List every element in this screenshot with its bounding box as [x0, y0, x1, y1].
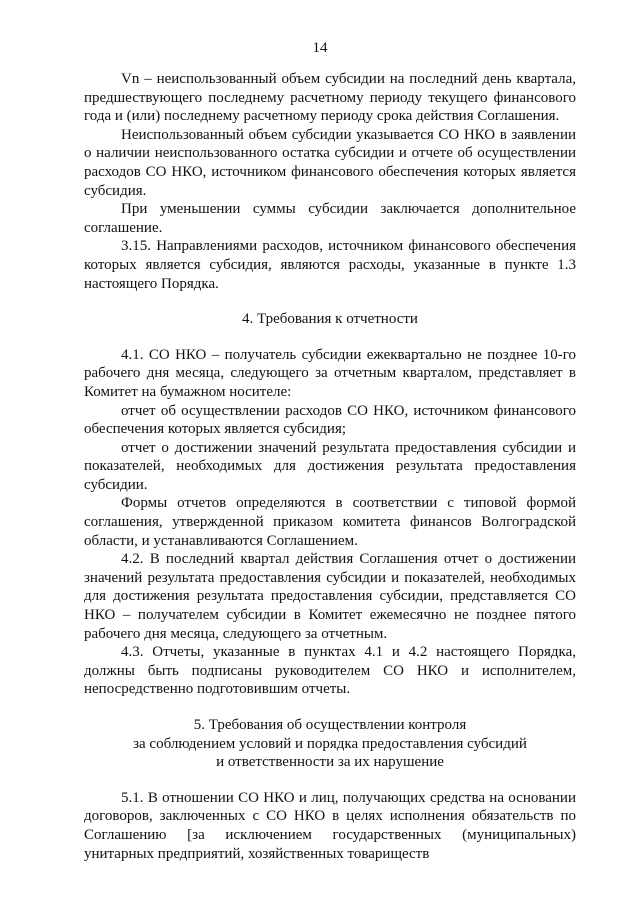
paragraph-report-expenses: отчет об осуществлении расходов СО НКО, источником финансового обеспечения которых является субсидия; [84, 402, 576, 438]
page-number: 14 [312, 40, 328, 56]
paragraph-report-forms: Формы отчетов определяются в соответствии с типовой формой соглашения, утвержденной приказом комитета финансов Волгоградской области, и устанавливаются Соглашением. [84, 495, 576, 549]
section-5-heading-line-1: 5. Требования об осуществлении контроля [193, 717, 467, 733]
section-4-heading: 4. Требования к отчетности [242, 311, 418, 328]
paragraph-4-1: 4.1. СО НКО – получатель субсидии ежеквартально не позднее 10-го рабочего дня месяца, следующего за отчетным кварталом, представляет в Комитет на бумажном носителе: [84, 346, 576, 400]
document-body [84, 70, 576, 863]
paragraph-report-results: отчет о достижении значений результата предоставления субсидии и показателей, необходимых для достижения результата предоставления субсидии. [84, 439, 576, 493]
paragraph-5-1: 5.1. В отношении СО НКО и лиц, получающих средства на основании договоров, заключенных с СО НКО в целях исполнения обязательств по Соглашению [за исключением государственных (муниципальных) унитарных предприятий, хозяйственных товариществ [84, 789, 576, 862]
paragraph-3-15: 3.15. Направлениями расходов, источником финансового обеспечения которых является субсидия, являются расходы, указанные в пункте 1.3 настоящего Порядка. [84, 238, 576, 292]
paragraph-subsidy-reduction: При уменьшении суммы субсидии заключается дополнительное соглашение. [84, 201, 576, 236]
section-5-heading-line-2: за соблюдением условий и порядка предоставления субсидий [133, 735, 527, 752]
paragraph-unused-volume: Неиспользованный объем субсидии указывается СО НКО в заявлении о наличии неиспользованного остатка субсидии и отчете об осуществлении расходов СО НКО, источником финансового обеспечения которых является субсидия. [84, 126, 576, 199]
paragraph-4-2: 4.2. В последний квартал действия Соглашения отчет о достижении значений результата предоставления субсидии и показателей, необходимых для достижения результата предоставления субсидии, представляется СО НКО – получателем субсидии в Комитет ежемесячно не позднее пятого рабочего дня месяца, следующего за отчетным. [84, 551, 576, 642]
section-5-heading-line-3: и ответственности за их нарушение [216, 754, 444, 771]
paragraph-vn-definition: Vn – неиспользованный объем субсидии на последний день квартала, предшествующего последнему расчетному периоду текущего финансового года и (или) последнему расчетному периоду срока действия Соглашения. [84, 71, 576, 125]
paragraph-4-3: 4.3. Отчеты, указанные в пунктах 4.1 и 4.2 настоящего Порядка, должны быть подписаны руководителем СО НКО и исполнителем, непосредственно подготовившим отчеты. [84, 644, 576, 698]
